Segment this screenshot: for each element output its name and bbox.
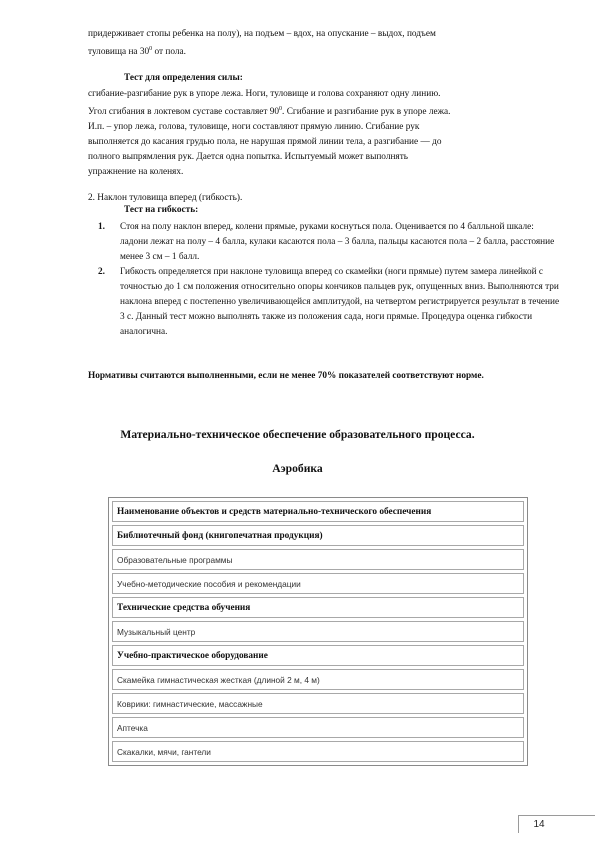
list-item-text: Гибкость определяется при наклоне туловища вперед со скамейки (ноги прямые) путем замера линейкой с точностью до 1 см положения относительно опоры кончиков пальцев рук, опущенных вниз. Выполняются три наклона вперед с постепенно увеличивающейся амплитудой, на четвертом регистрируется результат в течение 3 с. Данный тест можно выполнять также из положения сада, ноги прямые. Процедура оценка гибкости аналогична.	[120, 267, 560, 337]
flex-list-item-1	[98, 220, 560, 265]
table-cell: Технические средства обучения	[112, 597, 524, 618]
list-number: 2.	[98, 267, 105, 277]
table-cell: Учебно-практическое оборудование	[112, 645, 524, 666]
table-row	[112, 717, 524, 738]
page-number-rule	[548, 815, 595, 816]
table-cell: Учебно-методические пособия и рекомендации	[112, 573, 524, 594]
strength-line1: сгибание-разгибание рук в упоре лежа. Ноги, туловище и голова сохраняют одну линию.	[88, 89, 441, 99]
table-cell: Музыкальный центр	[112, 621, 524, 642]
table-row	[112, 525, 524, 546]
table-cell: Аптечка	[112, 717, 524, 738]
equipment-table	[108, 497, 528, 766]
table-cell: Наименование объектов и средств материально-технического обеспечения	[112, 501, 524, 522]
table-cell: Образовательные программы	[112, 549, 524, 570]
table-row	[112, 501, 524, 522]
table-row	[112, 669, 524, 690]
strength-test-body	[88, 87, 558, 180]
angle-sup: 0	[279, 106, 283, 112]
strength-line2b: . Сгибание и разгибание рук в упоре лежа.	[282, 107, 451, 118]
norms-note: Нормативы считаются выполненными, если не менее 70% показателей соответствуют норме.	[88, 371, 484, 381]
table-cell: Скамейка гимнастическая жесткая (длиной 2 м, 4 м)	[112, 669, 524, 690]
section-title: Материально-техническое обеспечение образовательного процесса.	[120, 428, 475, 441]
list-number: 1.	[98, 222, 105, 232]
table-row	[112, 621, 524, 642]
table-cell: Коврики: гимнастические, массажные	[112, 693, 524, 714]
strength-line3: И.п. – упор лежа, голова, туловище, ноги составляют прямую линию. Сгибание рук	[88, 122, 420, 133]
paragraph-top-line1: придерживает стопы ребенка на полу), на подъем – вдох, на опускание – выдох, подъем	[88, 29, 436, 39]
strength-line4: выполняется до касания грудью пола, не нарушая прямой линии тела, а разгибание — до	[88, 137, 442, 148]
strength-line5: полного выпрямления рук. Дается одна попытка. Испытуемый может выполнять	[88, 152, 409, 163]
flex-list-item-2	[98, 265, 560, 340]
page-number: 14	[518, 815, 559, 833]
paragraph-top	[88, 27, 558, 60]
strength-line2a: Угол сгибания в локтевом суставе составляет 90	[88, 107, 280, 118]
paragraph-top-line2b: от пола.	[152, 47, 187, 58]
paragraph-top-line2a: туловища на 30	[88, 47, 150, 58]
strength-line6: упражнение на коленях.	[88, 167, 184, 178]
table-cell: Библиотечный фонд (книгопечатная продукция)	[112, 525, 524, 546]
table-cell: Скакалки, мячи, гантели	[112, 741, 524, 762]
degree-sup: 0	[149, 46, 153, 52]
table-row	[112, 645, 524, 666]
table-row	[112, 573, 524, 594]
flex-section-title: 2. Наклон туловища вперед (гибкость).	[88, 193, 243, 203]
strength-test-heading: Тест для определения силы:	[124, 73, 243, 83]
list-item-text: Стоя на полу наклон вперед, колени прямые, руками коснуться пола. Оценивается по 4 балльной шкале: ладони лежат на полу – 4 балла, кулаки касаются пола – 3 балла, пальцы касаются пола – 2 балла, расстояние менее 3 см – 1 балл.	[120, 222, 555, 262]
table-row	[112, 597, 524, 618]
table-row	[112, 741, 524, 762]
section-subtitle: Аэробика	[272, 462, 323, 475]
flex-test-heading: Тест на гибкость:	[124, 205, 199, 215]
table-row	[112, 693, 524, 714]
table-row	[112, 549, 524, 570]
